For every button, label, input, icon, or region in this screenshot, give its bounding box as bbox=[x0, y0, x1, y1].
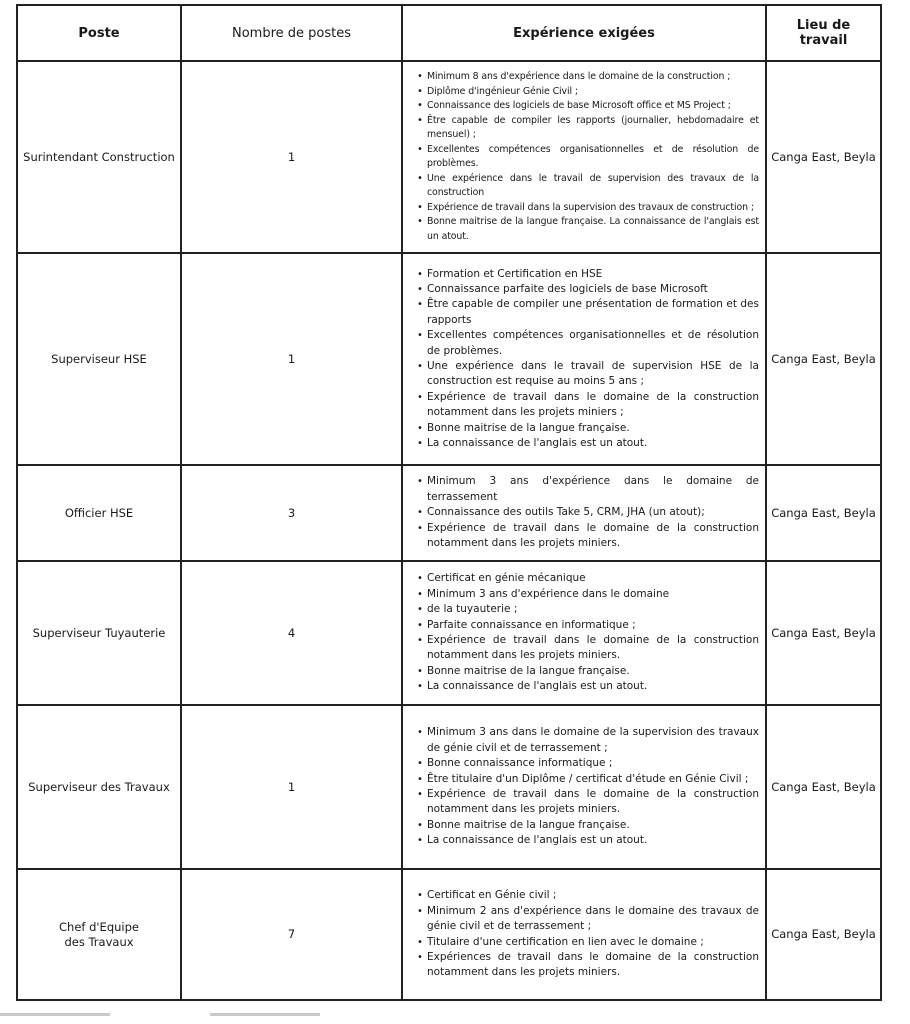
requirement-item: • Connaissance des outils Take 5, CRM, JHA (un atout); bbox=[427, 505, 759, 520]
requirement-item: • Être capable de compiler les rapports (journalier, hebdomadaire et mensuel) ; bbox=[427, 114, 759, 143]
scan-artifact bbox=[0, 1013, 110, 1016]
header-experience-exigees: Expérience exigées bbox=[513, 25, 655, 41]
requirement-item: • Connaissance parfaite des logiciels de base Microsoft bbox=[427, 282, 759, 297]
requirement-item: • Expérience de travail dans la supervision des travaux de construction ; bbox=[427, 201, 759, 216]
requirement-item: • Connaissance des logiciels de base Microsoft office et MS Project ; bbox=[427, 99, 759, 114]
row-6-lieu: Canga East, Beyla bbox=[771, 927, 876, 941]
requirement-item: • Minimum 3 ans dans le domaine de la supervision des travaux de génie civil et de terrassement ; bbox=[427, 725, 759, 756]
row-1-poste: Surintendant Construction bbox=[23, 149, 175, 164]
row-2-nombre: 1 bbox=[287, 351, 296, 366]
requirement-item: • Expérience de travail dans le domaine de la construction notamment dans les projets miniers ; bbox=[427, 390, 759, 421]
requirement-item: • Diplôme d'ingénieur Génie Civil ; bbox=[427, 85, 759, 100]
requirement-item: • Expérience de travail dans le domaine de la construction notamment dans les projets miniers. bbox=[427, 521, 759, 552]
requirement-item: • Excellentes compétences organisationnelles et de résolution de problèmes. bbox=[427, 143, 759, 172]
row-2-poste: Superviseur HSE bbox=[51, 351, 147, 366]
header-lieu-de-travail: Lieu de travail bbox=[796, 18, 851, 48]
requirement-item: • Certificat en génie mécanique bbox=[427, 571, 759, 586]
row-1-lieu: Canga East, Beyla bbox=[771, 149, 876, 164]
column-divider bbox=[401, 6, 403, 999]
row-2-experience bbox=[415, 256, 759, 462]
requirement-item: • Bonne maitrise de la langue française. La connaissance de l'anglais est un atout. bbox=[427, 215, 759, 244]
requirement-item: • Minimum 2 ans d'expérience dans le domaine des travaux de génie civil et de terrassement ; bbox=[427, 904, 759, 935]
row-5-nombre: 1 bbox=[287, 779, 296, 794]
requirement-item: • Bonne connaissance informatique ; bbox=[427, 756, 759, 771]
row-6-poste bbox=[18, 870, 180, 999]
requirement-item: • Minimum 3 ans d'expérience dans le domaine bbox=[427, 587, 759, 602]
row-1-experience bbox=[415, 64, 759, 250]
row-4-nombre: 4 bbox=[287, 625, 296, 640]
requirement-item: • Une expérience dans le travail de supervision HSE de la construction est requise au moins 5 ans ; bbox=[427, 359, 759, 390]
requirement-item: • Expérience de travail dans le domaine de la construction notamment dans les projets miniers. bbox=[427, 633, 759, 664]
requirement-item: • Titulaire d'une certification en lien avec le domaine ; bbox=[427, 935, 759, 950]
requirement-item: • Formation et Certification en HSE bbox=[427, 267, 759, 282]
row-6-experience bbox=[415, 872, 759, 997]
row-3-lieu: Canga East, Beyla bbox=[771, 505, 876, 520]
row-1-nombre: 1 bbox=[287, 149, 296, 164]
header-nombre-de-postes: Nombre de postes bbox=[231, 25, 351, 41]
row-4-experience bbox=[415, 564, 759, 702]
row-3-experience bbox=[415, 468, 759, 558]
row-6-nombre: 7 bbox=[287, 927, 296, 941]
requirement-item: • Certificat en Génie civil ; bbox=[427, 888, 759, 903]
requirement-item: • Être capable de compiler une présentation de formation et des rapports bbox=[427, 297, 759, 328]
requirement-item: • Être titulaire d'un Diplôme / certificat d'étude en Génie Civil ; bbox=[427, 772, 759, 787]
requirement-item: • Excellentes compétences organisationnelles et de résolution de problèmes. bbox=[427, 328, 759, 359]
row-5-lieu: Canga East, Beyla bbox=[771, 779, 876, 794]
requirement-item: • Une expérience dans le travail de supervision des travaux de la construction bbox=[427, 172, 759, 201]
row-5-poste: Superviseur des Travaux bbox=[28, 779, 170, 794]
scan-artifact bbox=[210, 1013, 320, 1016]
requirement-item: • Expériences de travail dans le domaine de la construction notamment dans les projets miniers. bbox=[427, 950, 759, 981]
requirement-item: • La connaissance de l'anglais est un atout. bbox=[427, 833, 759, 848]
header-poste: Poste bbox=[78, 25, 120, 41]
row-3-nombre: 3 bbox=[287, 505, 296, 520]
requirement-item: • Minimum 8 ans d'expérience dans le domaine de la construction ; bbox=[427, 70, 759, 85]
row-2-lieu: Canga East, Beyla bbox=[771, 351, 876, 366]
requirement-item: • Bonne maitrise de la langue française. bbox=[427, 421, 759, 436]
job-postings-table bbox=[16, 4, 882, 1001]
row-4-poste: Superviseur Tuyauterie bbox=[32, 625, 166, 640]
requirement-item: • La connaissance de l'anglais est un atout. bbox=[427, 679, 759, 694]
requirement-item: • Minimum 3 ans d'expérience dans le domaine de terrassement bbox=[427, 474, 759, 505]
row-4-lieu: Canga East, Beyla bbox=[771, 625, 876, 640]
row-3-poste: Officier HSE bbox=[64, 505, 134, 520]
requirement-item: • Expérience de travail dans le domaine de la construction notamment dans les projets miniers. bbox=[427, 787, 759, 818]
requirement-item: • Parfaite connaissance en informatique ; bbox=[427, 618, 759, 633]
requirement-item: • Bonne maitrise de la langue française. bbox=[427, 818, 759, 833]
requirement-item: • de la tuyauterie ; bbox=[427, 602, 759, 617]
requirement-item: • La connaissance de l'anglais est un atout. bbox=[427, 436, 759, 451]
row-5-experience bbox=[415, 708, 759, 866]
requirement-item: • Bonne maitrise de la langue française. bbox=[427, 664, 759, 679]
row-6-poste-text: Chef d'Equipe des Travaux bbox=[59, 919, 139, 949]
